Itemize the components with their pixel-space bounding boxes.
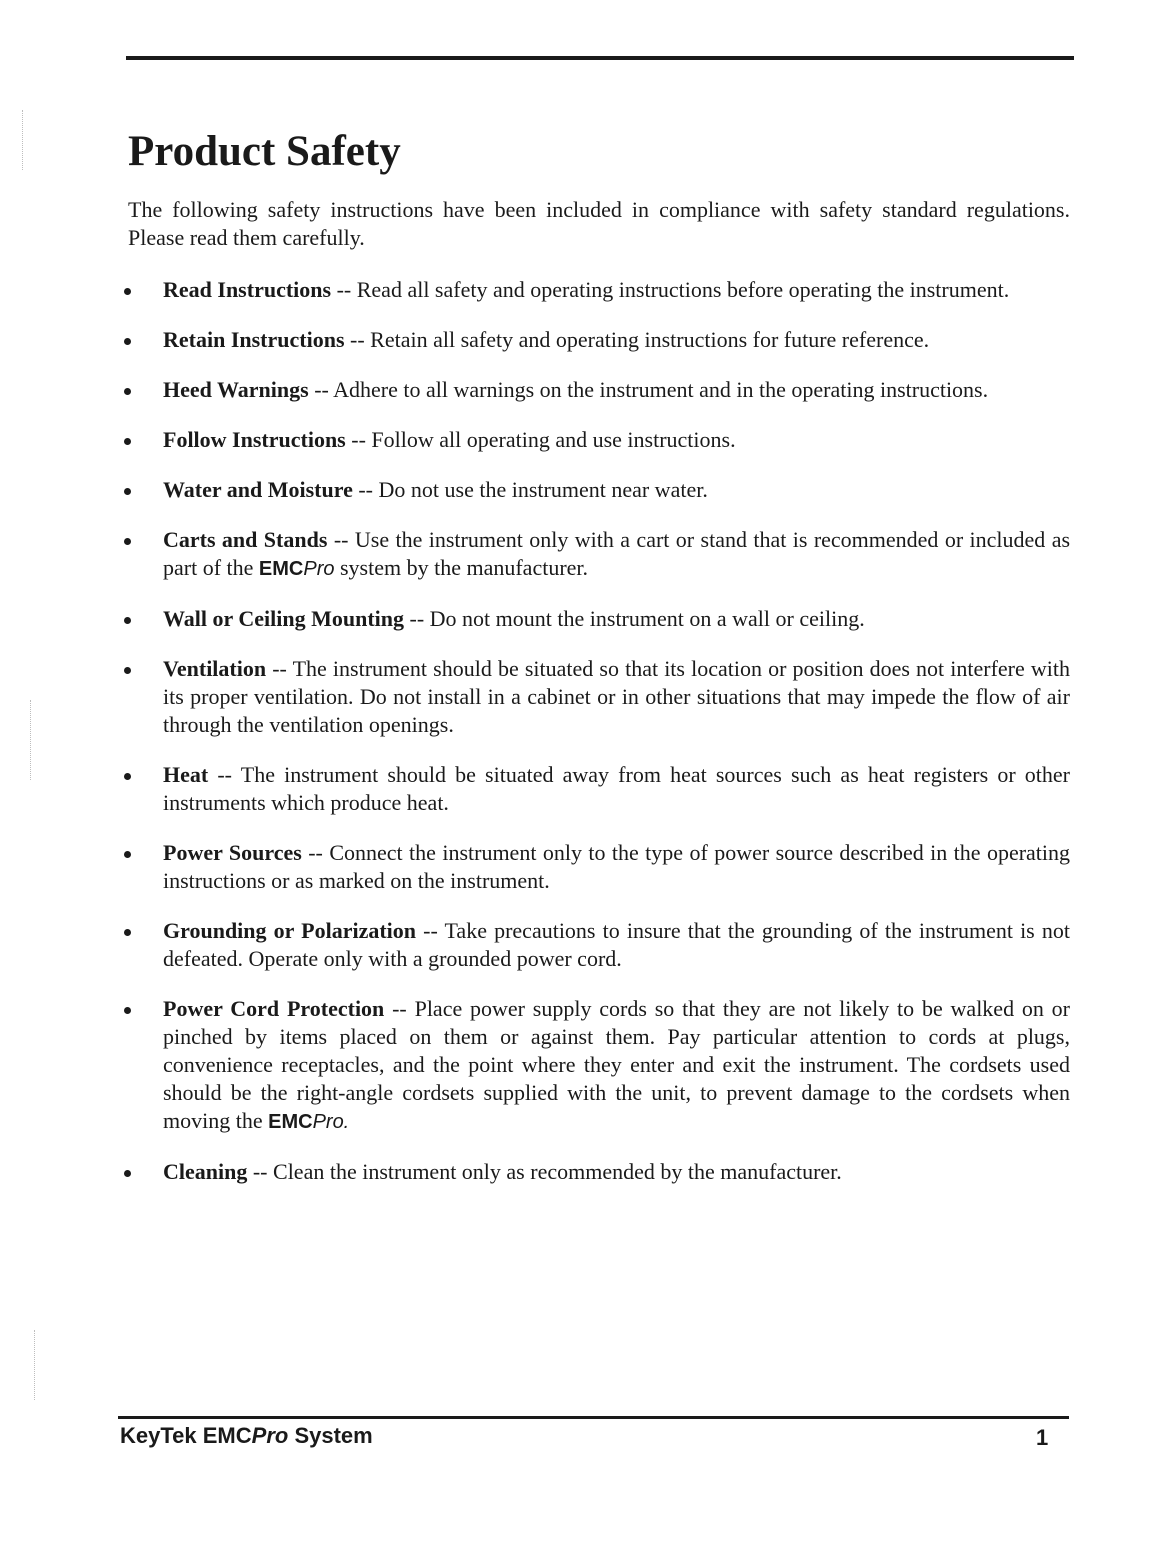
page-title: Product Safety (128, 128, 401, 175)
safety-list (118, 276, 1070, 1208)
footer-italic: Pro (251, 1423, 289, 1448)
safety-item-power-sources (118, 839, 1070, 895)
footer-title (120, 1422, 373, 1450)
safety-item-power-cord-protection (118, 995, 1070, 1136)
safety-item-follow-instructions (118, 426, 1070, 454)
item-term: Retain Instructions (163, 327, 345, 352)
item-text: Use the instrument only with a cart or stand that is recommended or included as part of the (163, 527, 1071, 580)
safety-item-ventilation (118, 655, 1070, 739)
item-separator: -- (350, 327, 365, 352)
item-text: Connect the instrument only to the type of power source described in the operating instructions or as marked on the instrument. (163, 840, 1071, 893)
item-term: Wall or Ceiling Mounting (163, 606, 405, 631)
brand-emc: EMC (268, 1111, 313, 1133)
item-text: Read all safety and operating instructions before operating the instrument. (356, 277, 1010, 302)
item-term: Carts and Stands (163, 527, 328, 552)
item-term: Grounding or Polarization (163, 918, 417, 943)
bullet-icon (124, 288, 131, 295)
item-text: Follow all operating and use instructions. (371, 427, 736, 452)
footer-rule (118, 1416, 1069, 1419)
item-term: Power Sources (163, 840, 302, 865)
bullet-icon (124, 438, 131, 445)
item-separator: -- (217, 762, 232, 787)
bullet-icon (124, 851, 131, 858)
item-separator: -- (333, 527, 349, 552)
safety-item-heed-warnings (118, 376, 1070, 404)
bullet-icon (124, 338, 131, 345)
bullet-icon (124, 929, 131, 936)
brand-emc: EMC (258, 558, 304, 580)
safety-item-read-instructions (118, 276, 1070, 304)
item-term: Heat (163, 762, 209, 787)
item-text: Place power supply cords so that they are not likely to be walked on or pinched by items placed on them or against them. Pay particular attention to cords at plugs, convenience receptacles, and the point where they enter and exit the instrument. The cordsets used should be the right-angle cordsets supplied with the unit, to prevent damage to the cordsets when moving the (163, 996, 1071, 1133)
bullet-icon (124, 488, 131, 495)
item-separator: -- (409, 606, 425, 631)
item-term: Power Cord Protection (163, 996, 385, 1021)
item-separator: -- (314, 377, 329, 402)
item-term: Read Instructions (163, 277, 332, 302)
bullet-icon (124, 617, 131, 624)
item-separator: -- (252, 1159, 268, 1184)
scan-artifact (30, 700, 31, 780)
bullet-icon (124, 773, 131, 780)
item-separator: -- (308, 840, 323, 865)
item-separator: -- (392, 996, 407, 1021)
item-term: Cleaning (163, 1159, 248, 1184)
bullet-icon (124, 667, 131, 674)
intro-paragraph: The following safety instructions have been included in compliance with safety standard regulations. Please read them carefully. (128, 197, 1070, 250)
safety-item-retain-instructions (118, 326, 1070, 354)
item-text-after: system by the manufacturer. (339, 555, 589, 580)
item-text: The instrument should be situated so that its location or position does not interfere with its proper ventilation. Do not install in a cabinet or in other situations that may impede the flow of air through the ventilation openings. (163, 656, 1070, 737)
item-term: Follow Instructions (163, 427, 346, 452)
item-text: Adhere to all warnings on the instrument and in the operating instructions. (333, 377, 989, 402)
safety-item-heat (118, 761, 1070, 817)
item-separator: -- (351, 427, 366, 452)
item-separator: -- (272, 656, 287, 681)
scan-artifact (34, 1330, 35, 1400)
item-term: Heed Warnings (163, 377, 309, 402)
item-separator: -- (423, 918, 438, 943)
item-text: Take precautions to insure that the grounding of the instrument is not defeated. Operate only with a grounded power cord. (163, 918, 1070, 971)
item-term: Water and Moisture (163, 477, 353, 502)
safety-item-cleaning (118, 1158, 1070, 1186)
brand-pro: Pro. (312, 1111, 350, 1133)
item-text: Retain all safety and operating instructions for future reference. (370, 327, 930, 352)
item-text: Do not mount the instrument on a wall or ceiling. (429, 606, 865, 631)
footer-prefix: KeyTek EMC (120, 1423, 252, 1448)
item-separator: -- (336, 277, 352, 302)
item-text: Clean the instrument only as recommended by the manufacturer. (273, 1159, 842, 1184)
brand-pro: Pro (303, 558, 335, 580)
item-term: Ventilation (163, 656, 267, 681)
item-text: The instrument should be situated away from heat sources such as heat registers or other instruments which produce heat. (163, 762, 1071, 815)
safety-item-water-and-moisture (118, 476, 1070, 504)
bullet-icon (124, 538, 131, 545)
item-separator: -- (358, 477, 374, 502)
safety-item-grounding-or-polarization (118, 917, 1070, 973)
item-text: Do not use the instrument near water. (378, 477, 708, 502)
bullet-icon (124, 1007, 131, 1014)
bullet-icon (124, 388, 131, 395)
scan-artifact (22, 110, 23, 170)
safety-item-wall-or-ceiling-mounting (118, 605, 1070, 633)
bullet-icon (124, 1170, 131, 1177)
footer-suffix: System (288, 1423, 373, 1448)
top-rule (126, 56, 1074, 60)
page-number: 1 (1036, 1425, 1049, 1450)
safety-item-carts-and-stands (118, 526, 1070, 583)
